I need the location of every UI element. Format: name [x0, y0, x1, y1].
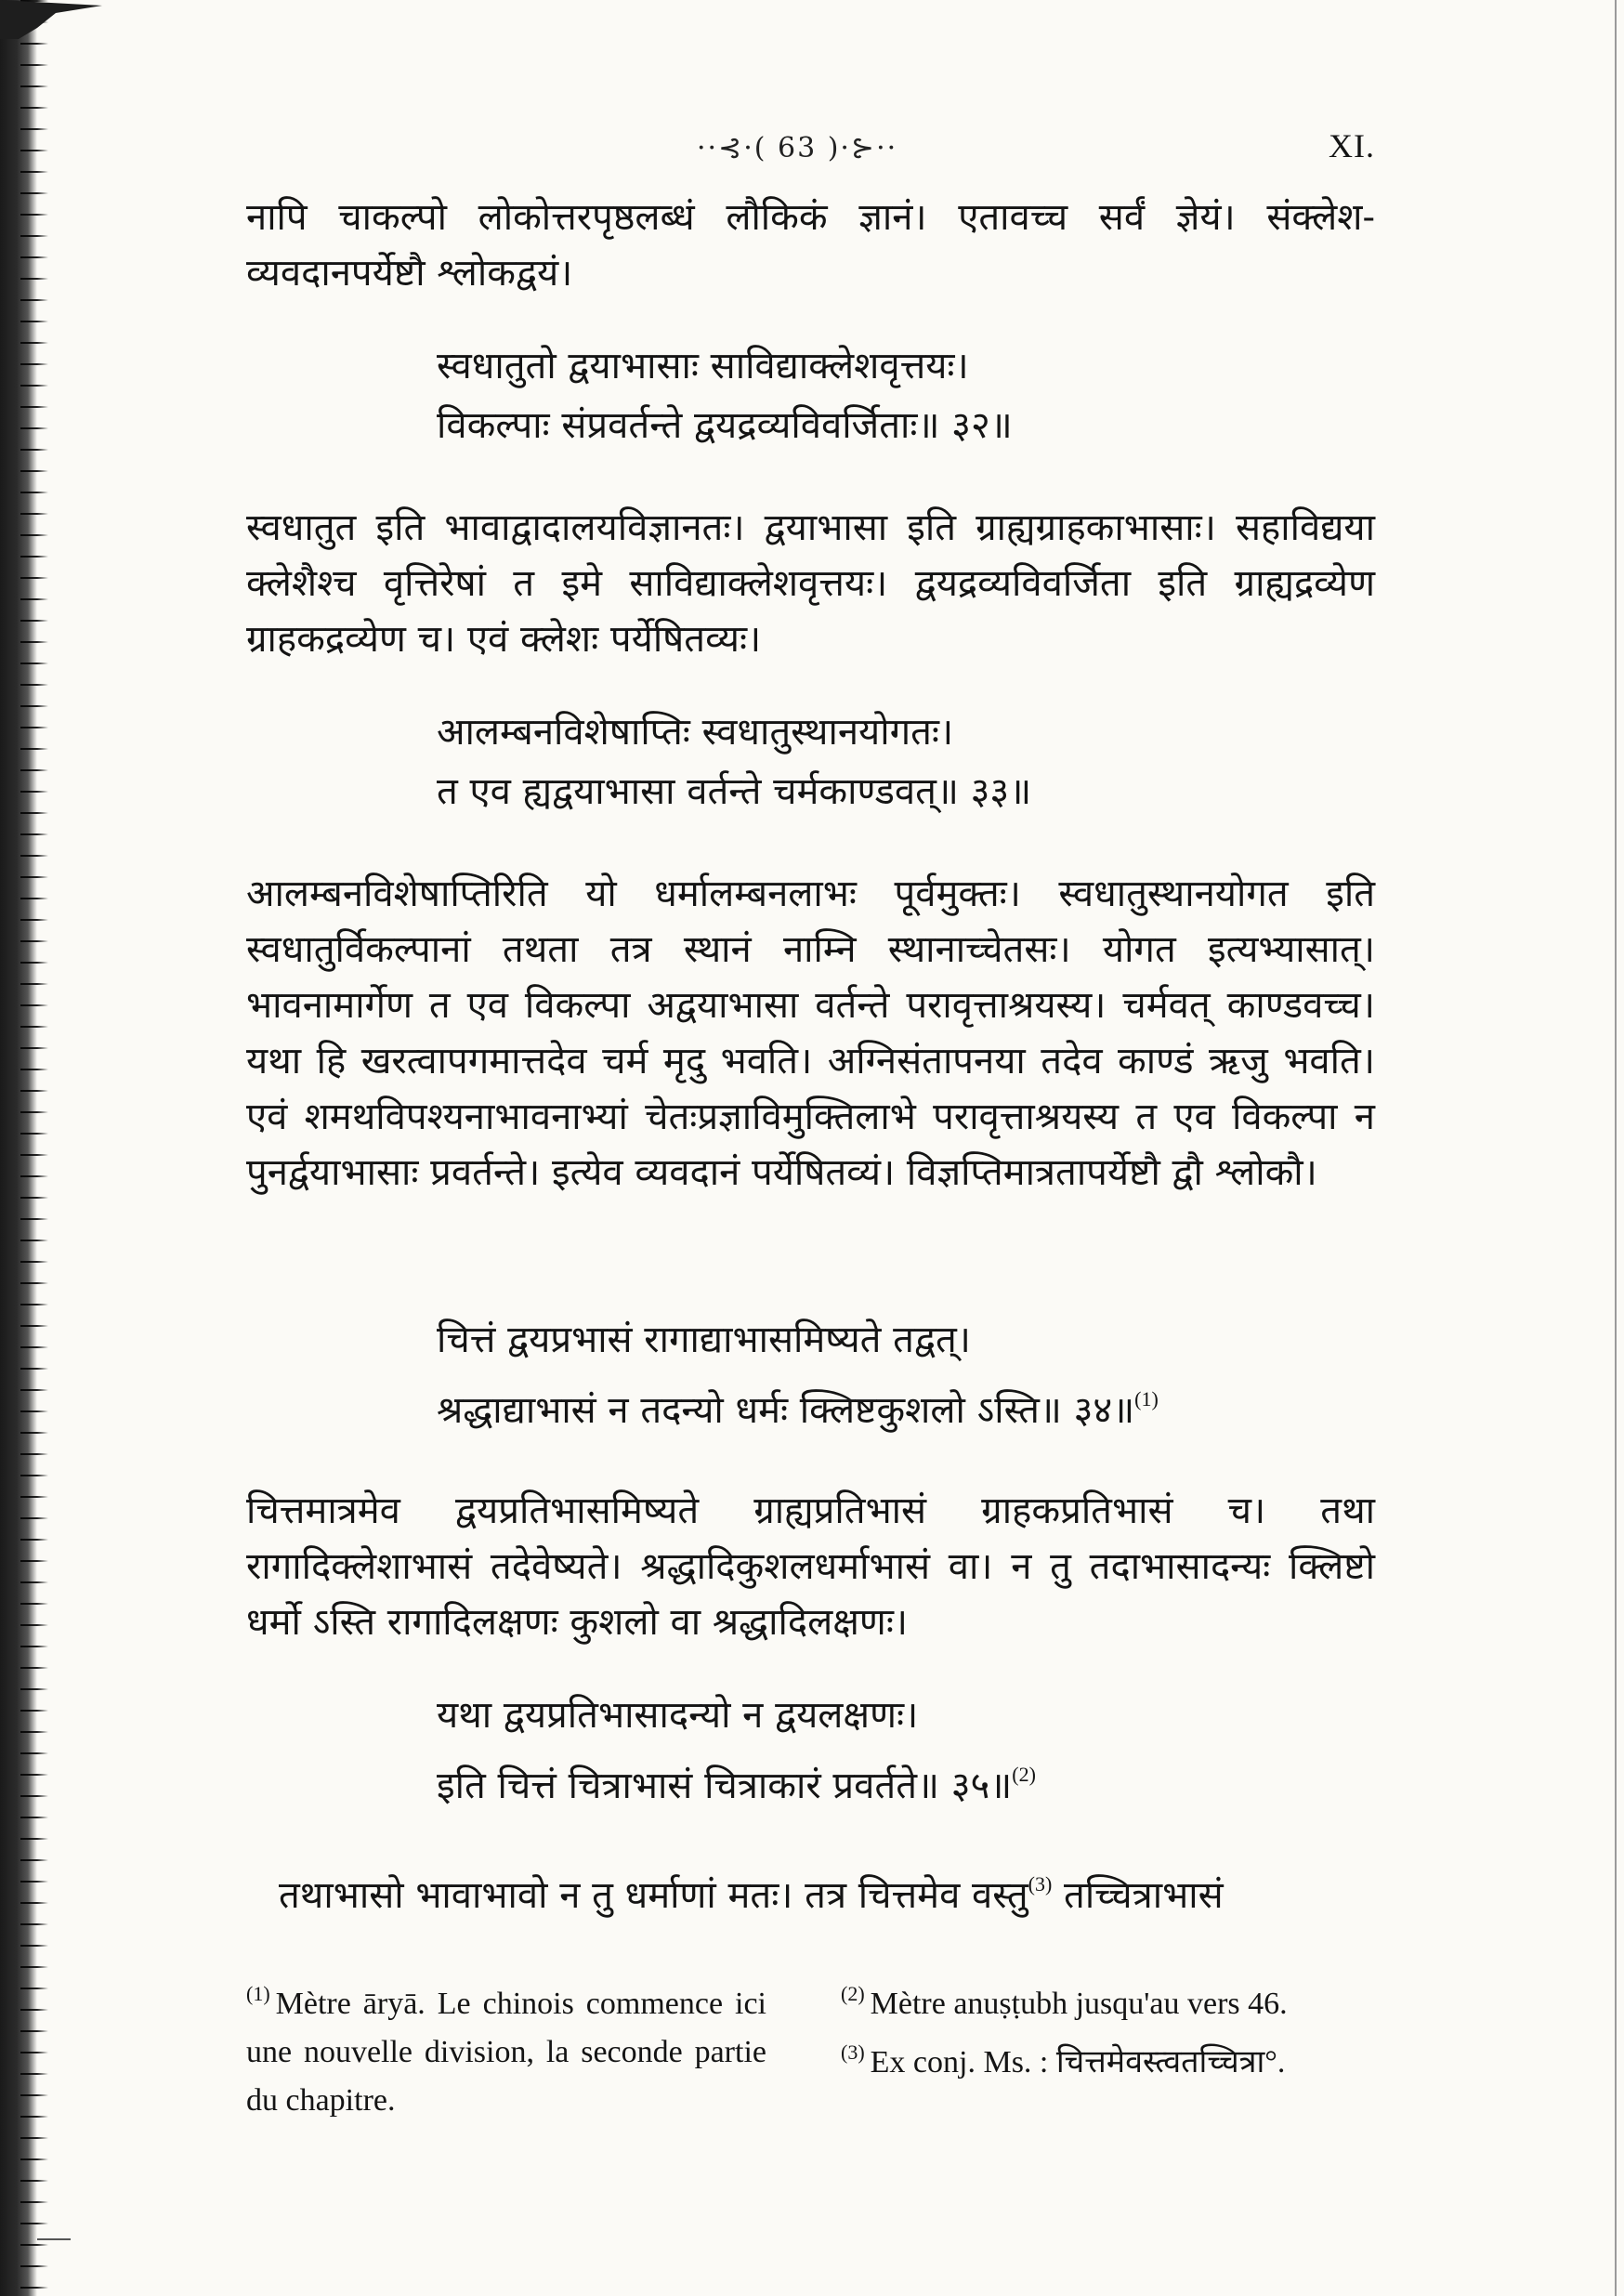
footnote-text: Ex conj. Ms. : चित्तमेवस्त्वतच्चित्रा°.: [870, 2045, 1286, 2080]
verse-33: [437, 702, 1403, 821]
page-edge: [1615, 0, 1617, 2296]
footnote-text: Mètre āryā. Le chinois commence ici une nouvelle division, la seconde partie du chapitre.: [246, 1987, 766, 2118]
paragraph-5: [279, 1856, 1408, 1923]
verse-text: श्रद्धाद्याभासं न तदन्यो धर्मः क्लिष्टकुशलो ऽस्ति॥ ३४॥: [437, 1389, 1135, 1432]
binding-corner: [0, 0, 102, 39]
paragraph-2: स्वधातुत इति भावाद्वादालयविज्ञानतः। द्वयाभासा इति ग्राह्यग्राहकाभासाः। सहाविद्यया क्लेशैश्च वृत्तिरेषां त इमे साविद्याक्लेशवृत्तयः। द्वयद्रव्यविवर्जिता इति ग्राह्यद्रव्येण ग्राहकद्रव्येण च। एवं क्लेशः पर्येषितव्यः।: [246, 506, 1375, 661]
paragraph-4: चित्तमात्रमेव द्वयप्रतिभासमिष्यते ग्राह्यप्रतिभासं ग्राहकप्रतिभासं च। तथा रागादिक्लेशाभासं तदेवेष्यते। श्रद्धादिकुशलधर्माभासं वा। न तु तदाभासादन्यः क्लिष्टो धर्मो ऽस्ति रागादिलक्षणः कुशलो वा श्रद्धादिलक्षणः।: [246, 1489, 1375, 1644]
verse-line: [437, 1370, 1403, 1440]
footnote-2: [841, 1970, 1375, 2028]
footnote-mark: (2): [841, 1982, 865, 2005]
footnote-3: [841, 2028, 1375, 2087]
footnote-text: Mètre anuṣṭubh jusqu'au vers 46.: [870, 1987, 1288, 2021]
paragraph-text: तथाभासो भावाभावो न तु धर्माणां मतः। तत्र चित्तमेव वस्तु: [279, 1874, 1028, 1917]
edge-mark: [37, 2238, 71, 2240]
paragraph-1: नापि चाकल्पो लोकोत्तरपृष्ठलब्धं लौकिकं ज्ञानं। एतावच्च सर्वं ज्ञेयं। संक्लेश-व्यवदानपर्येष्टौ श्लोकद्वयं।: [246, 196, 1375, 295]
footnote-mark: (1): [246, 1982, 270, 2005]
footnote-column-right: [841, 1970, 1375, 2087]
footnote-1: [246, 1970, 766, 2125]
verse-line: आलम्बनविशेषाप्तिः स्वधातुस्थानयोगतः।: [437, 711, 954, 754]
page-number: ··⊰·( 63 )·⊱··: [697, 132, 898, 164]
footnote-ref-1[interactable]: (1): [1134, 1387, 1159, 1410]
verse-line: स्वधातुतो द्वयाभासाः साविद्याक्लेशवृत्तयः।: [437, 345, 969, 387]
verse-line: [437, 1745, 1403, 1816]
page-header: [242, 126, 1375, 173]
verse-32: [437, 336, 1403, 455]
verse-line: चित्तं द्वयप्रभासं रागाद्याभासमिष्यते तद्वत्।: [437, 1319, 971, 1361]
footnote-mark: (3): [841, 2040, 865, 2064]
footnote-ref-2[interactable]: (2): [1012, 1763, 1036, 1786]
verse-line: त एव ह्यद्वयाभासा वर्तन्ते चर्मकाण्डवत्॥ ३३॥: [437, 770, 1032, 813]
verse-line: यथा द्वयप्रतिभासादन्यो न द्वयलक्षणः।: [437, 1694, 919, 1737]
paragraph-3: आलम्बनविशेषाप्तिरिति यो धर्मालम्बनलाभः पूर्वमुक्तः। स्वधातुस्थानयोगत इति स्वधातुर्विकल्पानां तथता तत्र स्थानं नाम्नि स्थानाच्चेतसः। योगत इत्यभ्यासात्। भावनामार्गेण त एव विकल्पा अद्वयाभासा वर्तन्ते परावृत्ताश्रयस्य। चर्मवत् काण्डवच्च। यथा हि खरत्वापगमात्तदेव चर्म मृदु भवति। अग्निसंतापनया तदेव काण्डं ऋजु भवति। एवं शमथविपश्यनाभावनाभ्यां चेतःप्रज्ञाविमुक्तिलाभे परावृत्ताश्रयस्य त एव विकल्पा न पुनर्द्वयाभासाः प्रवर्तन्ते। इत्येव व्यवदानं पर्येषितव्यं। विज्ञप्तिमात्रतापर्येष्टौ द्वौ श्लोकौ।: [246, 872, 1375, 1194]
paragraph-text: तच्चित्राभासं: [1064, 1874, 1224, 1917]
verse-34: [437, 1310, 1403, 1440]
binding-stitching: [20, 0, 48, 2296]
footnote-ref-3[interactable]: (3): [1028, 1872, 1053, 1896]
chapter-number: XI.: [1329, 127, 1375, 164]
verse-35: [437, 1686, 1403, 1816]
verse-line: विकल्पाः संप्रवर्तन्ते द्वयद्रव्यविवर्जिताः॥ ३२॥: [437, 404, 1013, 447]
verse-text: इति चित्तं चित्राभासं चित्राकारं प्रवर्तते॥ ३५॥: [437, 1765, 1013, 1807]
